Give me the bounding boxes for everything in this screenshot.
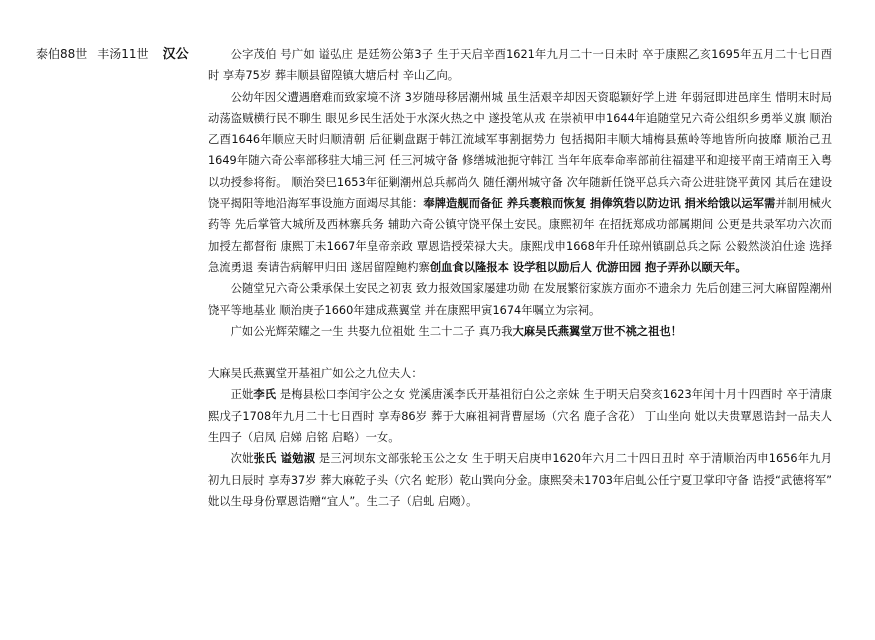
bold-text: 大麻吴氏燕翼堂万世不祧之祖也！: [512, 324, 682, 338]
bold-text: 奉牌造舰而备征 养兵裹粮而恢复 捐俸筑砦以防边讯 捐米给饿以运军需: [423, 197, 776, 211]
text-segment: 公字茂伯 号广如 谥弘庄 是廷笏公第3子 生于天启辛酉1621年九月二十一日未时 卒于康熙乙亥1695年五月二十七日酉时 享寿75岁 葬丰顺县留隍镇大塘后村 辛山乙向。: [208, 48, 832, 83]
paragraph-p4: [208, 321, 832, 342]
genealogy-header: [36, 44, 189, 65]
paragraph-p6: [208, 384, 832, 448]
text-segment: 大麻吴氏燕翼堂开基祖广如公之九位夫人：: [208, 367, 423, 381]
bold-text: 创血食以隆报本 设学租以励后人 优游田园 抱子弄孙以颐天年。: [429, 260, 747, 274]
paragraph-p5: [208, 363, 832, 384]
paragraph-p2: [208, 87, 832, 279]
text-segment: 广如公光辉荣耀之一生 共娶九位祖妣 生二十二子 真乃我: [230, 324, 513, 338]
bold-text: 张氏 谥勉淑: [253, 452, 316, 466]
generation-taibo: 泰伯88世: [36, 47, 88, 61]
ancestor-name: 汉公: [162, 47, 189, 62]
biography-body: [208, 44, 832, 512]
text-segment: 公幼年因父遭遇磨难而致家境不济 3岁随母移居潮州城 虽生活艰辛却因天资聪颖好学上进 年弱冠即进邑庠生 惜明末时局动荡盗贼横行民不聊生 眼见乡民生活处于水深火热之中 遂投笔从戎 在崇祯甲申1644年追随堂兄六奇公组织乡勇举义旗 顺治乙酉1646年顺应天时归顺清朝 后征剿盘踞于韩江流域军事割据势力 包括揭阳丰顺大埔梅县蕉岭等地皆所向披靡 顺治己丑1649年随六奇公率部移驻大埔三河 任三河城守备 修缮城池扼守韩江 当年年底奉命率部前往福建平和迎接平南王靖南王入粤 以功授参将衔。 顺治癸巳1653年征剿潮州总兵郝尚久 随任潮州城守备 次年随新任饶平总兵六奇公进驻饶平黄冈 其后在建设饶平揭阳等地沿海军事设施方面竭尽其能：: [208, 90, 832, 211]
paragraph-p3: [208, 278, 832, 321]
paragraph-p1: [208, 44, 832, 87]
text-segment: 是三河坝东文部张轮玉公之女 生于明天启庚申1620年六月二十四日丑时 卒于清顺治丙申1656年九月初九日辰时 享寿37岁 葬大麻乾子头（穴名 蛇形）乾山巽向分金。康熙癸未1703年启虬公任宁夏卫掌印守备 诰授“武德将军” 妣以生母身份覃恩诰赠“宜人”。生二子（启虬 启飏）。: [208, 452, 832, 508]
paragraph-p7: [208, 448, 832, 512]
text-segment: 并制用械火药等 先后掌管大城所及西林寨兵务 辅助六奇公镇守饶平保土安民。康熙初年 在招抚郑成功部属期间 公更是共录军功六次而加授左都督衔 康熙丁未1667年皇帝亲政 覃恩诰授荣禄大夫。康熙戊申1668年升任琼州镇副总兵之际 公毅然淡泊仕途 选择急流勇退 奏请告病解甲归田 遂居留隍鲍杓寨: [208, 197, 832, 274]
text-segment: 次妣: [230, 452, 254, 466]
bold-text: 李氏: [253, 388, 277, 402]
text-segment: 公随堂兄六奇公秉承保土安民之初衷 致力报效国家屡建功勋 在发展繁衍家族方面亦不遗余力 先后创建三河大麻留隍潮州饶平等地基业 顺治庚子1660年建成燕翼堂 并在康熙甲寅1674年嘱立为宗祠。: [208, 282, 832, 317]
generation-fengtang: 丰汤11世: [97, 47, 149, 61]
text-segment: 正妣: [230, 388, 254, 402]
text-segment: 是梅县松口李闰宇公之女 党溪唐溪李氏开基祖衍白公之亲妹 生于明天启癸亥1623年闰十月十四酉时 卒于清康熙戊子1708年九月二十七日酉时 享寿86岁 葬于大麻祖祠背曹屋场（穴名 鹿子含花） 丁山坐向 妣以夫贵覃恩诰封一品夫人 生四子（启凤 启娣 启铭 启略）一女。: [208, 388, 832, 445]
